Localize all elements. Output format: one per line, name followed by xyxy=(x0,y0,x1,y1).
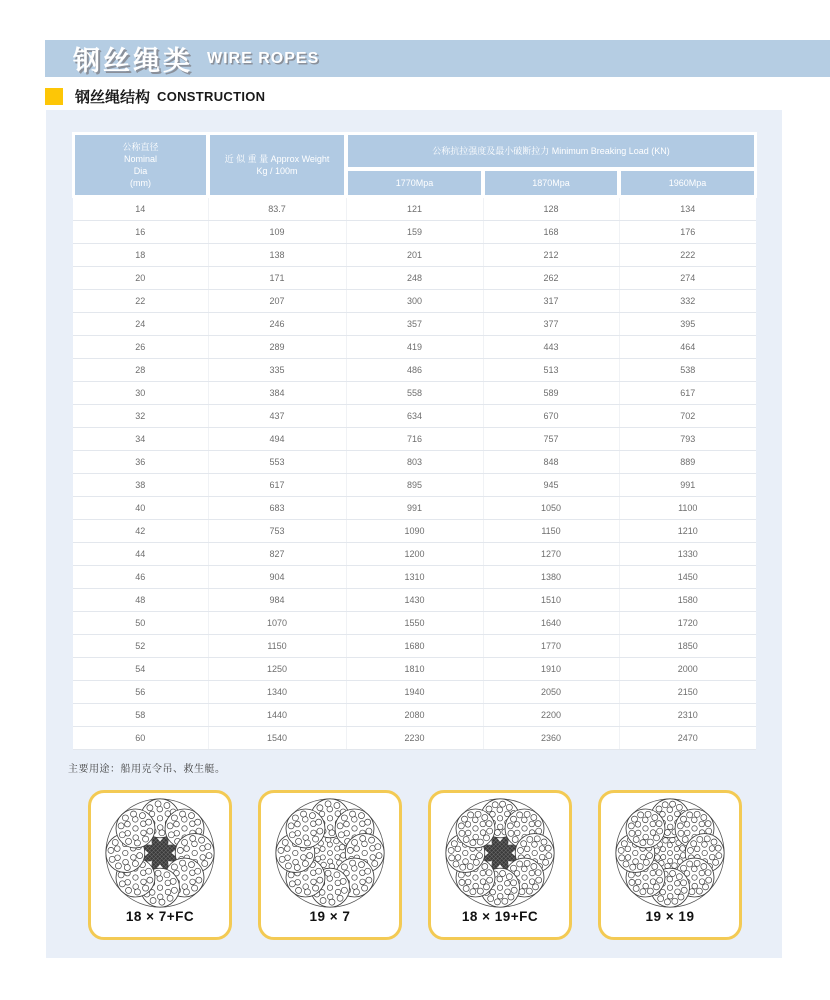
cell: 437 xyxy=(208,405,346,428)
page-title-en: WIRE ROPES xyxy=(207,49,320,67)
cell: 60 xyxy=(73,727,208,750)
cell: 889 xyxy=(619,451,756,474)
table-row xyxy=(73,658,756,681)
cell: 617 xyxy=(208,474,346,497)
cell: 1070 xyxy=(208,612,346,635)
cell: 1430 xyxy=(346,589,483,612)
cell: 26 xyxy=(73,336,208,359)
cell: 991 xyxy=(619,474,756,497)
cell: 1910 xyxy=(483,658,619,681)
table-row xyxy=(73,451,756,474)
cell: 52 xyxy=(73,635,208,658)
table-row xyxy=(73,543,756,566)
cell: 212 xyxy=(483,244,619,267)
cell: 558 xyxy=(346,382,483,405)
construction-label: 19 × 19 xyxy=(645,909,695,924)
cell: 168 xyxy=(483,221,619,244)
cell: 22 xyxy=(73,290,208,313)
cell: 803 xyxy=(346,451,483,474)
usage-note: 主要用途：船用克令吊、救生艇。 xyxy=(68,764,226,775)
cell: 757 xyxy=(483,428,619,451)
col-header-diameter-unit: (mm) xyxy=(130,178,151,189)
col-header-diameter-zh: 公称直径 xyxy=(122,141,159,152)
spec-table-wrap xyxy=(72,132,755,750)
col-header-grade-1870 xyxy=(483,169,619,197)
cell: 716 xyxy=(346,428,483,451)
table-row xyxy=(73,267,756,290)
col-header-grade-1960 xyxy=(619,169,756,197)
yellow-bullet-icon xyxy=(45,88,63,105)
construction-label: 18 × 19+FC xyxy=(461,909,539,924)
cell: 14 xyxy=(73,197,208,221)
cell: 1540 xyxy=(208,727,346,750)
table-row xyxy=(73,244,756,267)
cell: 128 xyxy=(483,197,619,221)
cell: 1340 xyxy=(208,681,346,704)
table-row xyxy=(73,336,756,359)
spec-table-body xyxy=(73,197,756,750)
cell: 2310 xyxy=(619,704,756,727)
table-row xyxy=(73,313,756,336)
table-row xyxy=(73,359,756,382)
rope-cross-section-19x7-icon xyxy=(273,796,387,910)
table-row xyxy=(73,382,756,405)
cell: 34 xyxy=(73,428,208,451)
cell: 171 xyxy=(208,267,346,290)
cell: 2000 xyxy=(619,658,756,681)
table-row xyxy=(73,405,756,428)
cell: 793 xyxy=(619,428,756,451)
cell: 2080 xyxy=(346,704,483,727)
cell: 1940 xyxy=(346,681,483,704)
cell: 289 xyxy=(208,336,346,359)
rope-cross-section-18x7-fc-icon xyxy=(103,796,217,910)
cell: 317 xyxy=(483,290,619,313)
cell: 1850 xyxy=(619,635,756,658)
table-row xyxy=(73,497,756,520)
cell: 1150 xyxy=(483,520,619,543)
cell: 1550 xyxy=(346,612,483,635)
cell: 121 xyxy=(346,197,483,221)
cell: 2360 xyxy=(483,727,619,750)
cell: 44 xyxy=(73,543,208,566)
col-header-weight-line2: Kg / 100m xyxy=(256,166,298,176)
cell: 419 xyxy=(346,336,483,359)
cell: 1810 xyxy=(346,658,483,681)
cell: 1150 xyxy=(208,635,346,658)
cell: 58 xyxy=(73,704,208,727)
cell: 494 xyxy=(208,428,346,451)
spec-table xyxy=(72,132,757,750)
cell: 56 xyxy=(73,681,208,704)
cell: 262 xyxy=(483,267,619,290)
cell: 443 xyxy=(483,336,619,359)
cell: 2200 xyxy=(483,704,619,727)
cell: 683 xyxy=(208,497,346,520)
cell: 274 xyxy=(619,267,756,290)
rope-cross-section-18x19-fc-icon xyxy=(443,796,557,910)
cell: 1250 xyxy=(208,658,346,681)
cell: 2150 xyxy=(619,681,756,704)
cell: 991 xyxy=(346,497,483,520)
cell: 176 xyxy=(619,221,756,244)
cell: 904 xyxy=(208,566,346,589)
cell: 1270 xyxy=(483,543,619,566)
cell: 984 xyxy=(208,589,346,612)
cell: 538 xyxy=(619,359,756,382)
construction-label: 19 × 7 xyxy=(309,909,351,924)
col-header-diameter-en2: Dia xyxy=(133,166,148,176)
page-title-zh: 钢丝绳类 xyxy=(73,46,193,76)
cell: 377 xyxy=(483,313,619,336)
cell: 50 xyxy=(73,612,208,635)
table-row xyxy=(73,221,756,244)
section-title-en: CONSTRUCTION xyxy=(157,88,266,104)
cell: 1050 xyxy=(483,497,619,520)
construction-card-18x19-fc xyxy=(428,790,572,940)
cell: 332 xyxy=(619,290,756,313)
cell: 1330 xyxy=(619,543,756,566)
cell: 246 xyxy=(208,313,346,336)
table-row xyxy=(73,589,756,612)
cell: 1210 xyxy=(619,520,756,543)
cell: 589 xyxy=(483,382,619,405)
cell: 1580 xyxy=(619,589,756,612)
cell: 18 xyxy=(73,244,208,267)
cell: 1100 xyxy=(619,497,756,520)
table-row xyxy=(73,635,756,658)
cell: 753 xyxy=(208,520,346,543)
table-row xyxy=(73,428,756,451)
cell: 30 xyxy=(73,382,208,405)
cell: 24 xyxy=(73,313,208,336)
col-header-weight xyxy=(208,133,346,197)
col-header-diameter xyxy=(73,133,208,197)
cell: 207 xyxy=(208,290,346,313)
construction-card-19x19 xyxy=(598,790,742,940)
cell: 109 xyxy=(208,221,346,244)
cell: 83.7 xyxy=(208,197,346,221)
col-header-breaking-load xyxy=(346,133,756,169)
table-row xyxy=(73,704,756,727)
table-row xyxy=(73,474,756,497)
cell: 384 xyxy=(208,382,346,405)
cell: 134 xyxy=(619,197,756,221)
col-header-breaking-load-label: 公称抗拉强度及最小破断拉力 Minimum Breaking Load (KN) xyxy=(432,145,670,156)
cell: 36 xyxy=(73,451,208,474)
cell: 827 xyxy=(208,543,346,566)
cell: 945 xyxy=(483,474,619,497)
cell: 2470 xyxy=(619,727,756,750)
cell: 2230 xyxy=(346,727,483,750)
grade-1770-label: 1770Mpa xyxy=(395,177,434,188)
cell: 553 xyxy=(208,451,346,474)
cell: 28 xyxy=(73,359,208,382)
cell: 138 xyxy=(208,244,346,267)
cell: 159 xyxy=(346,221,483,244)
cell: 617 xyxy=(619,382,756,405)
cell: 48 xyxy=(73,589,208,612)
cell: 222 xyxy=(619,244,756,267)
construction-cards xyxy=(88,790,742,940)
construction-label: 18 × 7+FC xyxy=(125,909,195,924)
cell: 702 xyxy=(619,405,756,428)
cell: 201 xyxy=(346,244,483,267)
cell: 1440 xyxy=(208,704,346,727)
cell: 248 xyxy=(346,267,483,290)
rope-cross-section-19x19-icon xyxy=(613,796,727,910)
cell: 16 xyxy=(73,221,208,244)
cell: 1770 xyxy=(483,635,619,658)
table-row xyxy=(73,520,756,543)
cell: 848 xyxy=(483,451,619,474)
cell: 38 xyxy=(73,474,208,497)
cell: 357 xyxy=(346,313,483,336)
construction-card-18x7-fc xyxy=(88,790,232,940)
cell: 1380 xyxy=(483,566,619,589)
cell: 513 xyxy=(483,359,619,382)
cell: 670 xyxy=(483,405,619,428)
cell: 1310 xyxy=(346,566,483,589)
table-row xyxy=(73,566,756,589)
cell: 486 xyxy=(346,359,483,382)
table-row xyxy=(73,681,756,704)
cell: 1510 xyxy=(483,589,619,612)
cell: 46 xyxy=(73,566,208,589)
cell: 54 xyxy=(73,658,208,681)
cell: 300 xyxy=(346,290,483,313)
cell: 1450 xyxy=(619,566,756,589)
table-row xyxy=(73,727,756,750)
cell: 1640 xyxy=(483,612,619,635)
section-heading xyxy=(45,86,265,106)
table-row xyxy=(73,290,756,313)
cell: 42 xyxy=(73,520,208,543)
col-header-diameter-en1: Nominal xyxy=(123,153,157,164)
cell: 395 xyxy=(619,313,756,336)
content-panel xyxy=(46,110,782,958)
table-row xyxy=(73,612,756,635)
table-row xyxy=(73,197,756,221)
grade-1870-label: 1870Mpa xyxy=(532,177,570,188)
cell: 1680 xyxy=(346,635,483,658)
cell: 634 xyxy=(346,405,483,428)
cell: 335 xyxy=(208,359,346,382)
cell: 20 xyxy=(73,267,208,290)
section-title-zh: 钢丝绳结构 xyxy=(75,88,151,106)
col-header-weight-line1: 近 似 重 量 Approx Weight xyxy=(224,153,330,164)
page-title-banner xyxy=(45,40,830,77)
cell: 1720 xyxy=(619,612,756,635)
cell: 32 xyxy=(73,405,208,428)
cell: 1200 xyxy=(346,543,483,566)
construction-card-19x7 xyxy=(258,790,402,940)
cell: 2050 xyxy=(483,681,619,704)
cell: 1090 xyxy=(346,520,483,543)
cell: 895 xyxy=(346,474,483,497)
grade-1960-label: 1960Mpa xyxy=(668,177,707,188)
col-header-grade-1770 xyxy=(346,169,483,197)
cell: 464 xyxy=(619,336,756,359)
cell: 40 xyxy=(73,497,208,520)
